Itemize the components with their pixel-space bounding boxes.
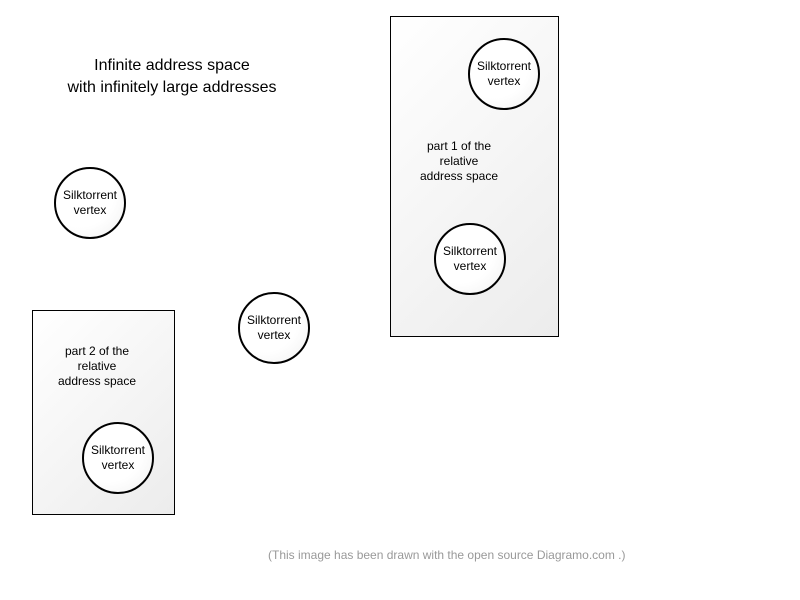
silktorrent-vertex-part-1-top: Silktorrent vertex — [468, 38, 540, 110]
address-space-part-1-label: part 1 of the relative address space — [419, 139, 499, 183]
diagram-title — [40, 55, 304, 99]
silktorrent-vertex-standalone-center: Silktorrent vertex — [238, 292, 310, 364]
address-space-part-2-label: part 2 of the relative address space — [57, 344, 137, 388]
silktorrent-vertex-part-1-bottom: Silktorrent vertex — [434, 223, 506, 295]
diagramo-credit: (This image has been drawn with the open source Diagramo.com .) — [268, 548, 626, 562]
title-line-2: with infinitely large addresses — [67, 79, 277, 96]
silktorrent-vertex-standalone-left: Silktorrent vertex — [54, 167, 126, 239]
silktorrent-vertex-part-2: Silktorrent vertex — [82, 422, 154, 494]
title-line-1: Infinite address space — [94, 57, 250, 74]
